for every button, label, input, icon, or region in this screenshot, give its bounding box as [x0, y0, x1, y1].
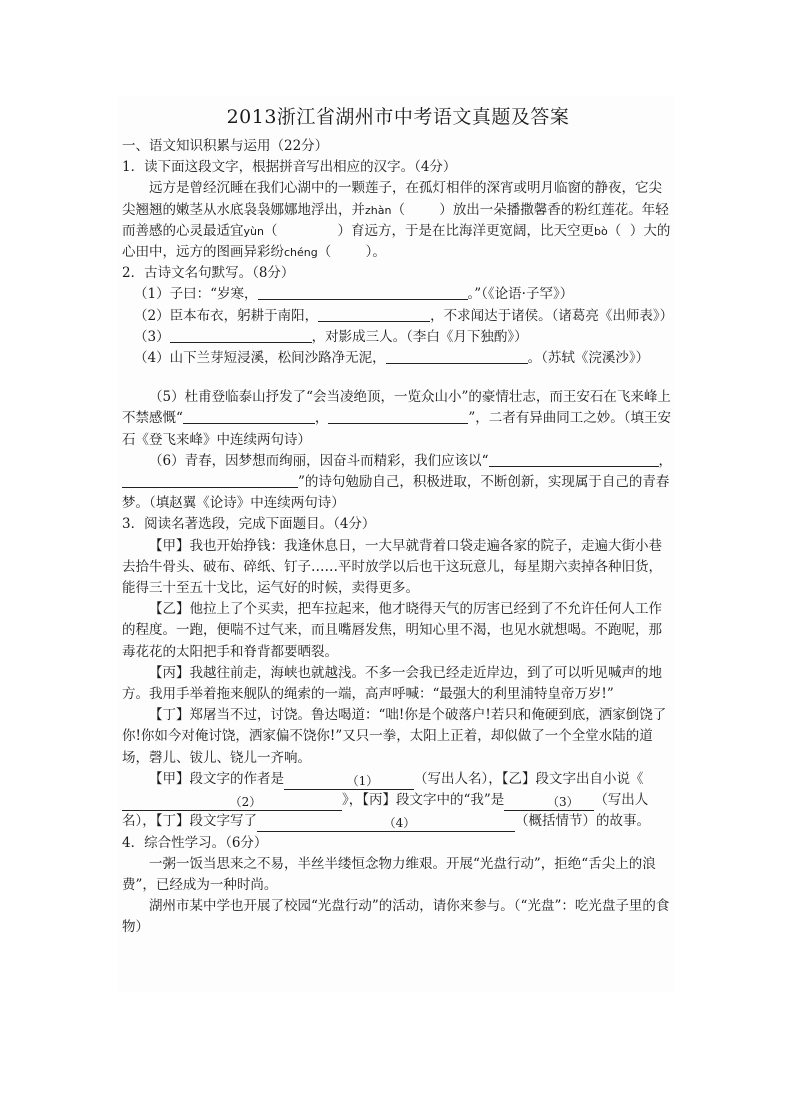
section-heading: 一、语文知识积累与运用（22分）	[122, 138, 329, 154]
question-2-line-5: （5）杜甫登临泰山抒发了“会当凌绝顶，一览众山小”的豪情壮志，而王安石在飞来峰上不禁感慨“ ， ”，二者有异曲同工之妙。（填王安石《登飞来峰》中连续两句诗）	[122, 389, 672, 448]
answer-blank-3[interactable]: （3）	[504, 795, 594, 811]
answer-blank-4[interactable]: （4）	[257, 816, 515, 832]
question-2-line-2: （2）臣本布衣，躬耕于南阳， ，不求闻达于诸侯。（诸葛亮《出师表》）	[134, 307, 674, 324]
question-2-line-3: （3） ，对影成三人。（李白《月下独酌》）	[134, 328, 528, 345]
answer-blank[interactable]	[183, 408, 315, 424]
page-title: 2013浙江省湖州市中考语文真题及答案	[226, 106, 570, 128]
question-4-paragraph-1: 一粥一饭当思来之不易，半丝半缕恒念物力维艰。开展“光盘行动”，拒绝“舌尖上的浪费”，已经成为一种时尚。	[122, 855, 656, 893]
pinyin-zhan: zhàn	[365, 203, 392, 217]
answer-blank-2[interactable]: （2）	[122, 795, 342, 811]
answer-blank[interactable]	[122, 472, 298, 488]
answer-blank-1[interactable]: （1）	[284, 774, 414, 790]
pinyin-yun: yùn	[243, 224, 264, 238]
passage-jia: 【甲】我也开始挣钱：我逢休息日，一大早就背着口袋走遍各家的院子，走遍大街小巷去拾牛骨头、破布、碎纸、钉子……平时放学以后也干这玩意儿，每星期六卖掉各种旧货，能得三十至五十戈比，运气好的时候，卖得更多。	[122, 537, 662, 597]
question-3-prompt: 【甲】段文字的作者是 （1） （写出人名），【乙】段文字出自小说《（2） 》，【丙】段文字中的“我”是 （3） （写出人名），【丁】段文字写了 （4） （概括情节）的故事。	[122, 770, 650, 831]
question-2-line-4: （4）山下兰芽短浸溪，松间沙路净无泥， 。（苏轼《浣溪沙》）	[134, 350, 650, 367]
passage-ding: 【丁】郑屠当不过，讨饶。鲁达喝道：“咄!你是个破落户!若只和俺硬到底，洒家倒饶了你!你如今对俺讨饶，洒家偏不饶你!”又只一拳，太阳上正着，却似做了一个全堂水陆的道场，磬儿、钹儿、铙儿一齐响。	[122, 707, 667, 766]
pinyin-bo: bò	[594, 224, 608, 238]
question-2-line-1: （1）子曰：“岁寒， 。”（《论语·子罕》）	[134, 286, 574, 303]
answer-blank[interactable]	[258, 284, 468, 300]
passage-bing: 【丙】我越往前走，海峡也就越浅。不多一会我已经走近岸边，到了可以听见喊声的地方。我用手举着拖来舰队的绳索的一端，高声呼喊：“最强大的利里浦特皇帝万岁!”	[122, 664, 662, 703]
answer-blank[interactable]	[170, 327, 312, 343]
passage-yi: 【乙】他拉上了个买卖，把车拉起来，他才晓得天气的厉害已经到了不允许任何人工作的程度。一跑，便喘不过气来，而且嘴唇发焦，明知心里不渴，也见水就想喝。不跑呢，那毒花花的太阳把手和脊背都要晒裂。	[122, 601, 662, 660]
question-3-heading: 3．阅读名著选段，完成下面题目。（4分）	[122, 516, 376, 533]
question-4-paragraph-2: 湖州市某中学也开展了校园“光盘行动”的活动，请你来参与。（“光盘”：吃光盘子里的食物）	[122, 898, 670, 936]
pinyin-cheng: chéng	[284, 246, 318, 260]
answer-blank[interactable]	[318, 306, 430, 322]
answer-blank[interactable]	[328, 408, 468, 424]
answer-blank[interactable]	[489, 451, 659, 467]
question-1-heading: 1．读下面这段文字，根据拼音写出相应的汉字。（4分）	[122, 159, 457, 176]
document-content	[122, 102, 674, 939]
question-2-heading: 2．古诗文名句默写。（8分）	[122, 265, 295, 282]
question-2-line-6: （6）青春，因梦想而绚丽，因奋斗而精彩，我们应该以“ ， ”的诗句勉励自己，积极进取，不断创新，实现属于自己的青春梦。（填赵翼《论诗》中连续两句诗）	[122, 452, 672, 512]
question-1-passage: 远方是曾经沉睡在我们心湖中的一颗莲子，在孤灯相伴的深宵或明月临窗的静夜，它尖尖翘翘的嫩茎从水底袅袅娜娜地浮出，并zhàn（ ）放出一朵播撒馨香的粉红莲花。年轻而善感的心灵最适宜yùn（ ）育远方，于是在比海洋更宽阔，比天空更bò（ ）大的心田中，远方的图画异彩纷chéng（ ）。	[122, 180, 671, 261]
answer-blank[interactable]	[386, 348, 528, 364]
question-4-heading: 4．综合性学习。（6分）	[122, 834, 268, 851]
